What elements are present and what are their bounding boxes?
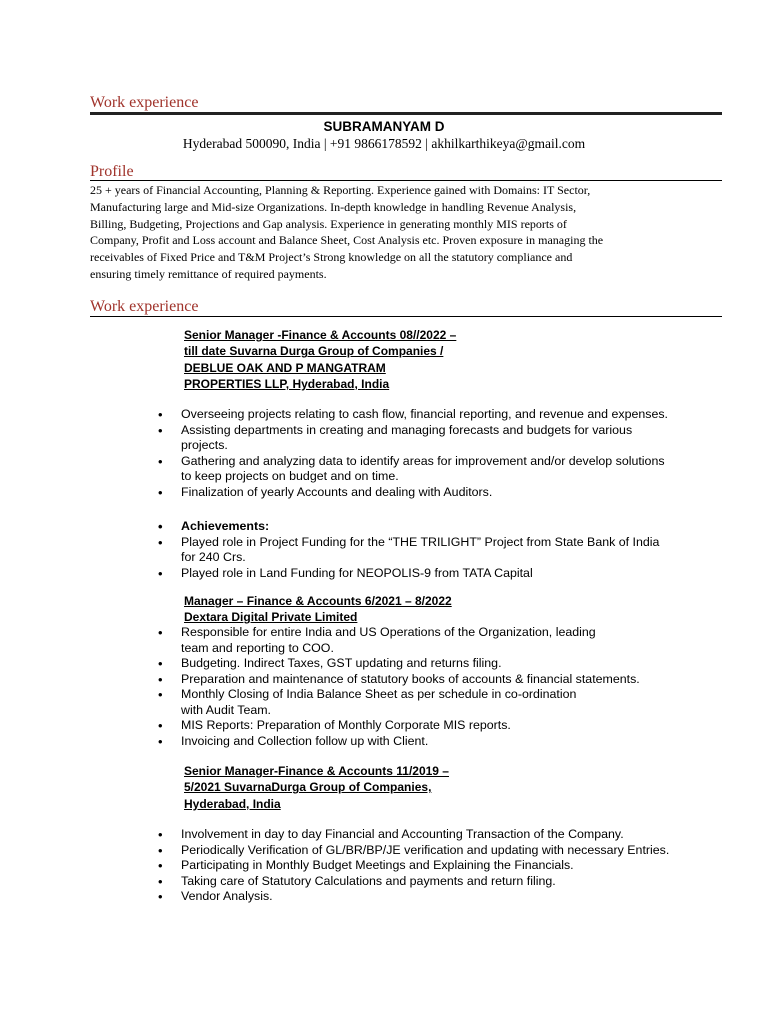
job-title-line: DEBLUE OAK AND P MANGATRAM xyxy=(184,360,386,375)
list-item: • MIS Reports: Preparation of Monthly Corporate MIS reports. xyxy=(0,718,640,734)
job-title-line: Dextara Digital Private Limited xyxy=(184,610,358,625)
list-item: • Finalization of yearly Accounts and dealing with Auditors. xyxy=(0,485,668,501)
list-item: • Gathering and analyzing data to identify areas for improvement and/or develop solutions to keep projects on budget and on time. xyxy=(0,454,668,485)
list-item: • Played role in Land Funding for NEOPOLIS-9 from TATA Capital xyxy=(0,566,659,582)
list-item: • Periodically Verification of GL/BR/BP/JE verification and updating with necessary Entries. xyxy=(0,843,669,859)
profile-line: 25 + years of Financial Accounting, Planning & Reporting. Experience gained with Domains: IT Sector, xyxy=(90,183,591,197)
list-item: • Budgeting. Indirect Taxes, GST updating and returns filing. xyxy=(0,656,640,672)
job-title-line: 5/2021 SuvarnaDurga Group of Companies, xyxy=(184,780,432,795)
job-title-1 xyxy=(184,327,456,392)
list-item: • Responsible for entire India and US Operations of the Organization, leading team and reporting to COO. xyxy=(0,625,640,656)
job-title-3 xyxy=(184,763,449,812)
profile-summary xyxy=(90,182,730,283)
profile-line: receivables of Fixed Price and T&M Project’s Strong knowledge on all the statutory compliance and xyxy=(90,250,573,265)
job-3-duties xyxy=(0,827,669,905)
list-item: • Preparation and maintenance of statutory books of accounts & financial statements. xyxy=(0,672,640,688)
job-title-line: Hyderabad, India xyxy=(184,796,281,811)
list-item: • Taking care of Statutory Calculations and payments and return filing. xyxy=(0,874,669,890)
list-item: • Overseeing projects relating to cash flow, financial reporting, and revenue and expenses. xyxy=(0,407,668,423)
profile-heading: Profile xyxy=(90,163,722,181)
profile-line: Billing, Budgeting, Projections and Gap analysis. Experience in generating monthly MIS reports of xyxy=(90,216,567,231)
list-item: • Vendor Analysis. xyxy=(0,889,669,905)
list-item: • Assisting departments in creating and managing forecasts and budgets for various projects. xyxy=(0,423,668,454)
list-item: • Involvement in day to day Financial and Accounting Transaction of the Company. xyxy=(0,827,669,843)
job-1-achievements xyxy=(0,519,659,581)
achievements-label: • Achievements: xyxy=(0,519,659,535)
profile-line: ensuring timely remittance of required payments. xyxy=(90,266,327,281)
job-title-line: Manager – Finance & Accounts 6/2021 – 8/2022 xyxy=(184,594,452,608)
list-item: • Participating in Monthly Budget Meetings and Explaining the Financials. xyxy=(0,858,669,874)
job-1-duties xyxy=(0,407,668,500)
job-2-duties xyxy=(0,625,640,749)
list-item: • Invoicing and Collection follow up with Client. xyxy=(0,734,640,750)
profile-line: Manufacturing large and Mid-size Organizations. In-depth knowledge in handling Revenue Analysis, xyxy=(90,199,577,214)
list-item: • Played role in Project Funding for the “THE TRILIGHT” Project from State Bank of India for 240 Crs. xyxy=(0,535,659,566)
job-title-line: PROPERTIES LLP, Hyderabad, India xyxy=(184,376,390,391)
job-title-line: Senior Manager -Finance & Accounts 08//2022 – xyxy=(184,328,457,342)
contact-line: Hyderabad 500090, India | +91 9866178592 | akhilkarthikeya@gmail.com xyxy=(182,136,586,151)
list-item: • Monthly Closing of India Balance Sheet as per schedule in co-ordination with Audit Team. xyxy=(0,687,640,718)
page-title: Work experience xyxy=(90,94,722,115)
job-title-line: till date Suvarna Durga Group of Companies / xyxy=(184,344,444,359)
job-title-2 xyxy=(184,593,452,626)
job-title-line: Senior Manager-Finance & Accounts 11/2019 – xyxy=(184,764,449,778)
profile-line: Company, Profit and Loss account and Balance Sheet, Cost Analysis etc. Proven exposure in managing the xyxy=(90,233,604,248)
candidate-name: SUBRAMANYAM D xyxy=(323,119,445,134)
work-experience-heading: Work experience xyxy=(90,298,722,317)
